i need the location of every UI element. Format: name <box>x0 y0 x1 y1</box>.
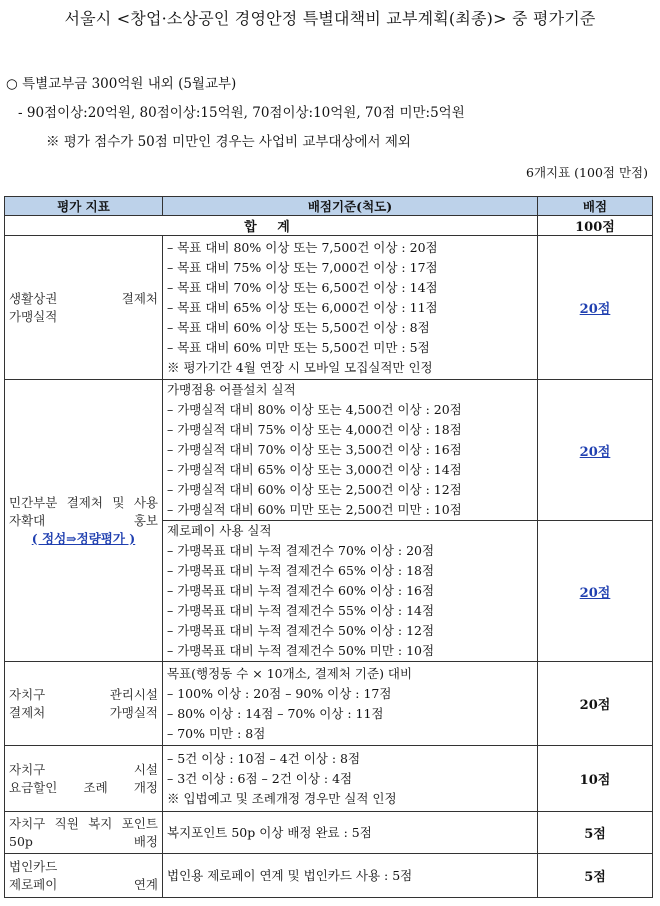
criteria-line: – 목표 대비 60% 미만 또는 5,500건 미만 : 5점 <box>167 339 430 355</box>
indicator-line: 결제처 가맹실적 <box>9 704 158 720</box>
criteria-line: ※ 평가기간 4월 연장 시 모바일 모집실적만 인정 <box>167 359 433 375</box>
criteria-line: – 가맹목표 대비 누적 결제건수 50% 이상 : 12점 <box>167 623 435 638</box>
table-header-row <box>5 197 653 216</box>
criteria-cell <box>163 236 538 380</box>
table-row <box>5 854 653 898</box>
indicator-line: 요금할인 조례 개정 <box>9 779 158 795</box>
criteria-line: – 목표 대비 80% 이상 또는 7,500건 이상 : 20점 <box>167 239 438 255</box>
criteria-line: 복지포인트 50p 이상 배정 완료 : 5점 <box>167 824 372 840</box>
header-criteria: 배점기준(척도) <box>163 197 538 216</box>
indicator-line: 민간부분 결제처 및 사용 <box>9 494 158 510</box>
criteria-line: – 80% 이상 : 14점 – 70% 이상 : 11점 <box>167 705 384 721</box>
score-value: 20점 <box>538 662 653 746</box>
criteria-cell <box>163 812 538 854</box>
criteria-line: – 가맹목표 대비 누적 결제건수 70% 이상 : 20점 <box>167 543 435 558</box>
score-value: 10점 <box>538 746 653 812</box>
table-row <box>5 812 653 854</box>
indicator-line: 생활상권 결제처 <box>9 290 158 306</box>
total-row <box>5 216 653 236</box>
criteria-line: – 가맹실적 대비 60% 미만 또는 2,500건 미만 : 10점 <box>167 502 462 517</box>
score-link[interactable]: 20점 <box>538 380 653 521</box>
criteria-line: – 가맹실적 대비 65% 이상 또는 3,000건 이상 : 14점 <box>167 462 462 477</box>
intro-budget-line: ○ 특별교부금 300억원 내외 (5월교부) <box>6 76 237 92</box>
criteria-cell <box>163 854 538 898</box>
indicator-line: 자치구 시설 <box>9 761 158 777</box>
criteria-line: – 가맹목표 대비 누적 결제건수 65% 이상 : 18점 <box>167 563 435 578</box>
criteria-line: – 목표 대비 65% 이상 또는 6,000건 이상 : 11점 <box>167 299 438 315</box>
criteria-line: – 100% 이상 : 20점 – 90% 이상 : 17점 <box>167 685 392 701</box>
criteria-line: – 70% 미만 : 8점 <box>167 725 266 741</box>
header-score: 배점 <box>538 197 653 216</box>
criteria-line: – 가맹실적 대비 60% 이상 또는 2,500건 이상 : 12점 <box>167 482 462 497</box>
indicator-cell <box>5 746 163 812</box>
criteria-line: 제로페이 사용 실적 <box>167 523 272 538</box>
intro-allocation-line: - 90점이상:20억원, 80점이상:15억원, 70점이상:10억원, 70점 미만:5억원 <box>18 105 465 121</box>
intro-exclusion-note: ※ 평가 점수가 50점 미만인 경우는 사업비 교부대상에서 제외 <box>46 134 411 150</box>
criteria-line: – 가맹목표 대비 누적 결제건수 50% 미만 : 10점 <box>167 643 435 658</box>
evaluation-table <box>4 196 653 898</box>
score-value: 5점 <box>538 854 653 898</box>
criteria-line: – 가맹목표 대비 누적 결제건수 55% 이상 : 14점 <box>167 603 435 618</box>
indicator-line: 50p 배정 <box>9 833 158 849</box>
indicator-line: 제로페이 연계 <box>9 876 158 892</box>
criteria-line: – 5건 이상 : 10점 – 4건 이상 : 8점 <box>167 750 361 766</box>
score-value: 5점 <box>538 812 653 854</box>
indicator-cell <box>5 662 163 746</box>
criteria-line: – 3건 이상 : 6점 – 2건 이상 : 4점 <box>167 770 353 786</box>
intro-indicator-count: 6개지표 (100점 만점) <box>526 165 648 180</box>
indicator-line: 가맹실적 <box>9 308 58 324</box>
table-row <box>5 746 653 812</box>
indicator-line: 자치구 관리시설 <box>9 686 158 702</box>
criteria-line: 법인용 제로페이 연계 및 법인카드 사용 : 5점 <box>167 867 413 883</box>
criteria-line: ※ 입법예고 및 조례개정 경우만 실적 인정 <box>167 790 397 806</box>
criteria-cell <box>163 746 538 812</box>
criteria-line: – 목표 대비 70% 이상 또는 6,500건 이상 : 14점 <box>167 279 438 295</box>
table-row <box>5 662 653 746</box>
indicator-cell <box>5 812 163 854</box>
indicator-line: 자치구 직원 복지 포인트 <box>9 815 158 831</box>
criteria-line: – 가맹실적 대비 75% 이상 또는 4,000건 이상 : 18점 <box>167 422 462 437</box>
criteria-line: – 가맹실적 대비 70% 이상 또는 3,500건 이상 : 16점 <box>167 442 462 457</box>
indicator-line: 자확대 홍보 <box>9 512 158 528</box>
indicator-cell <box>5 236 163 380</box>
indicator-line: 법인카드 <box>9 858 58 874</box>
score-link[interactable]: 20점 <box>538 236 653 380</box>
criteria-line: – 목표 대비 75% 이상 또는 7,000건 이상 : 17점 <box>167 259 438 275</box>
total-score: 100점 <box>538 216 653 236</box>
criteria-line: 가맹점용 어플설치 실적 <box>167 382 296 397</box>
table-row <box>5 380 653 521</box>
table-row <box>5 236 653 380</box>
criteria-line: – 가맹실적 대비 80% 이상 또는 4,500건 이상 : 20점 <box>167 402 462 417</box>
criteria-line: – 목표 대비 60% 이상 또는 5,500건 이상 : 8점 <box>167 319 430 335</box>
criteria-cell <box>163 380 538 521</box>
criteria-line: 목표(행정동 수 × 10개소, 결제처 기준) 대비 <box>167 665 413 681</box>
indicator-cell <box>5 380 163 662</box>
total-label: 합 계 <box>5 216 538 236</box>
indicator-sub-note[interactable]: ( 정성⇒정량평가 ) <box>31 530 136 546</box>
page-title: 서울시 <창업·소상공인 경영안정 특별대책비 교부계획(최종)> 중 평가기준 <box>64 9 596 28</box>
score-link[interactable]: 20점 <box>538 521 653 662</box>
indicator-cell <box>5 854 163 898</box>
header-indicator: 평가 지표 <box>5 197 163 216</box>
criteria-cell <box>163 521 538 662</box>
criteria-cell <box>163 662 538 746</box>
criteria-line: – 가맹목표 대비 누적 결제건수 60% 이상 : 16점 <box>167 583 435 598</box>
